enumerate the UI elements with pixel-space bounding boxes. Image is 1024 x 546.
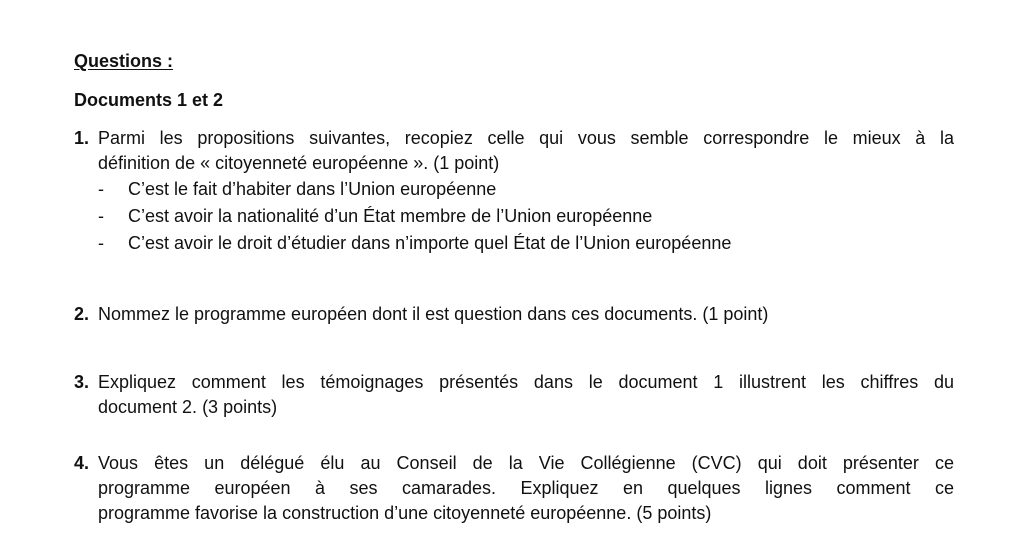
question-number: 1. — [74, 128, 90, 148]
question-line: Vous êtes un délégué élu au Conseil de la Vie Collégienne (CVC) qui doit présenter ce — [98, 453, 954, 473]
question-number: 4. — [74, 453, 90, 473]
option-text: C’est le fait d’habiter dans l’Union européenne — [128, 179, 497, 199]
question-line: Expliquez comment les témoignages présentés dans le document 1 illustrent les chiffres du — [98, 372, 954, 392]
dash-bullet: - — [98, 179, 104, 199]
question-line: définition de « citoyenneté européenne ». (1 point) — [98, 153, 500, 173]
section-heading: Documents 1 et 2 — [74, 90, 224, 110]
question-number: 3. — [74, 372, 90, 392]
option-item — [98, 203, 954, 230]
question-number: 2. — [74, 304, 90, 324]
question-line: programme favorise la construction d’une citoyenneté européenne. (5 points) — [98, 503, 712, 523]
question-4 — [74, 451, 954, 526]
dash-bullet: - — [98, 206, 104, 226]
question-text — [98, 370, 954, 420]
option-item — [98, 230, 954, 257]
question-line: Parmi les propositions suivantes, recopiez celle qui vous semble correspondre le mieux à la — [98, 128, 954, 148]
question-line: Nommez le programme européen dont il est question dans ces documents. (1 point) — [98, 304, 769, 324]
question-3 — [74, 370, 954, 420]
question-text — [98, 302, 954, 327]
question-line: document 2. (3 points) — [98, 397, 278, 417]
option-text: C’est avoir le droit d’étudier dans n’importe quel État de l’Union européenne — [128, 233, 732, 253]
option-text: C’est avoir la nationalité d’un État membre de l’Union européenne — [128, 206, 653, 226]
question-2 — [74, 302, 954, 327]
dash-bullet: - — [98, 233, 104, 253]
question-text — [98, 451, 954, 526]
question-1 — [74, 126, 954, 257]
question-line: programme européen à ses camarades. Expliquez en quelques lignes comment ce — [98, 478, 954, 498]
question-text — [98, 126, 954, 176]
option-item — [98, 176, 954, 203]
questions-title: Questions : — [74, 51, 174, 71]
options-list — [98, 176, 954, 257]
